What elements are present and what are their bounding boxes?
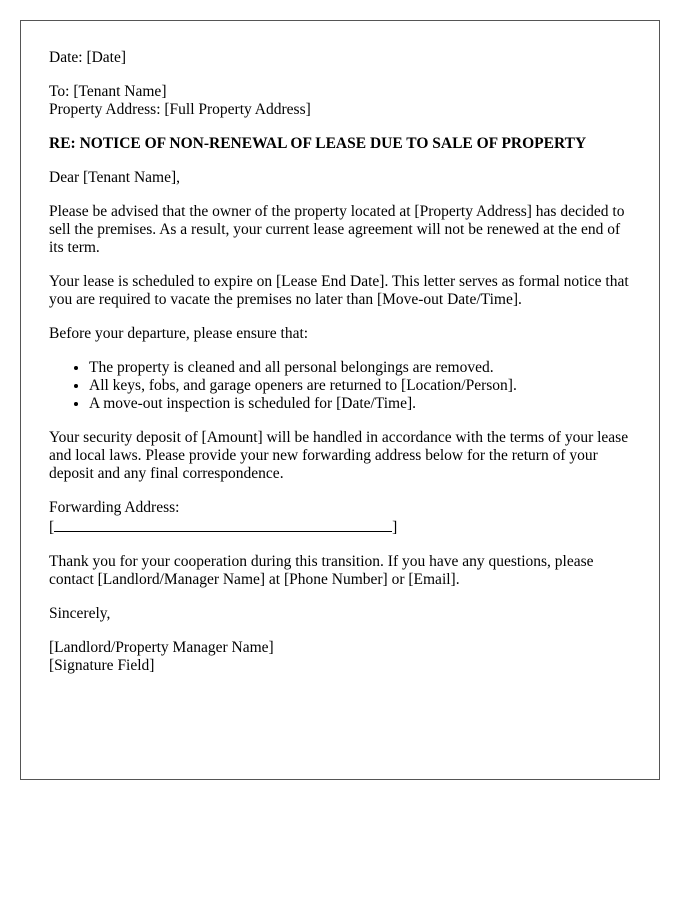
paragraph-thanks: Thank you for your cooperation during this transition. If you have any questions, please contact [Landlord/Manager Name] at [Phone Number] or [Email]. <box>49 553 594 588</box>
signature-field[interactable]: [Signature Field] <box>49 657 155 674</box>
paragraph-lease-expiry: Your lease is scheduled to expire on [Lease End Date]. This letter serves as formal notice that you are required to vacate the premises no later than [Move-out Date/Time]. <box>49 273 629 308</box>
forwarding-address-blank[interactable] <box>54 517 392 532</box>
closing: Sincerely, <box>49 605 111 622</box>
date-line: Date: [Date] <box>49 49 127 66</box>
checklist-item: • All keys, fobs, and garage openers are returned to [Location/Person]. <box>89 377 631 395</box>
bracket-close: ] <box>392 519 398 536</box>
forwarding-address-block <box>49 499 631 537</box>
checklist <box>49 359 631 413</box>
paragraph-deposit: Your security deposit of [Amount] will be handled in accordance with the terms of your lease and local laws. Please provide your new forwarding address below for the return of your deposit and any final correspondence. <box>49 429 629 482</box>
forwarding-address-label: Forwarding Address: <box>49 499 180 516</box>
signer-name: [Landlord/Property Manager Name] <box>49 639 274 656</box>
paragraph-sale-notice: Please be advised that the owner of the property located at [Property Address] has decided to sell the premises. As a result, your current lease agreement will not be renewed at the end of its term. <box>49 203 625 256</box>
checklist-item: • The property is cleaned and all personal belongings are removed. <box>89 359 631 377</box>
checklist-intro: Before your departure, please ensure that: <box>49 325 309 342</box>
signature-block <box>49 639 631 675</box>
property-address-line: Property Address: [Full Property Address] <box>49 101 311 118</box>
greeting: Dear [Tenant Name], <box>49 169 181 186</box>
checklist-item: • A move-out inspection is scheduled for [Date/Time]. <box>89 395 631 413</box>
to-line: To: [Tenant Name] <box>49 83 167 100</box>
subject-line: RE: NOTICE OF NON-RENEWAL OF LEASE DUE TO SALE OF PROPERTY <box>49 135 587 152</box>
recipient-block <box>49 83 631 119</box>
letter-page <box>20 20 660 780</box>
bracket-open: [ <box>49 519 55 536</box>
forwarding-address-field[interactable] <box>49 517 631 537</box>
